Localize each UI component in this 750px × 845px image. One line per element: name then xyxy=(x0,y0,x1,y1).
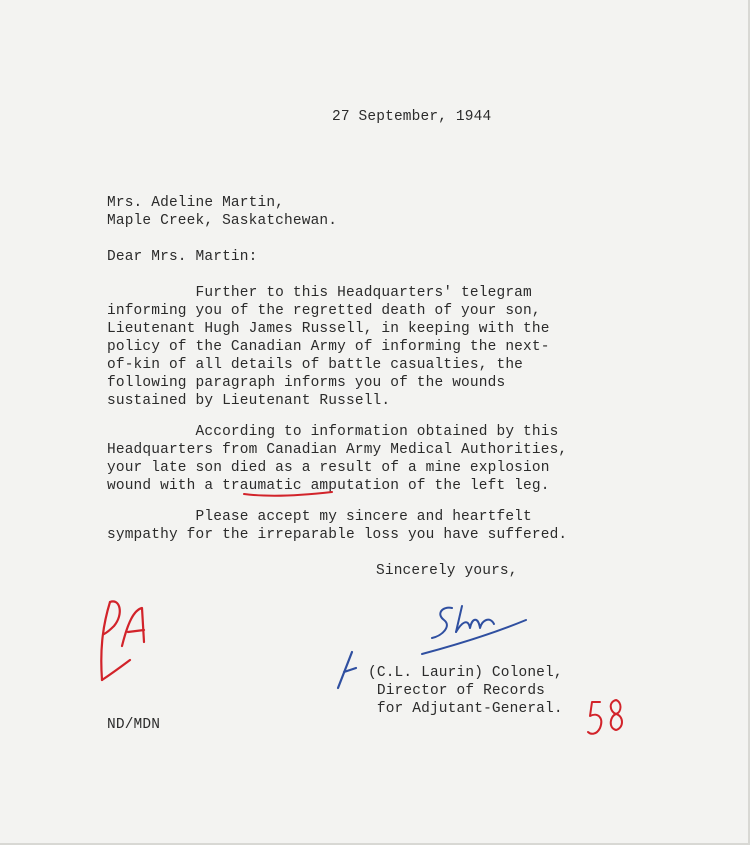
paragraph-line: of-kin of all details of battle casualties, the xyxy=(107,357,524,373)
paragraph-line: Please accept my sincere and heartfelt xyxy=(107,509,532,525)
signature-line: for Adjutant-General. xyxy=(368,701,563,717)
red-handwritten-mark xyxy=(94,592,150,688)
paragraph-line: wound with a traumatic amputation of the left leg. xyxy=(107,478,550,494)
paragraph-line: Lieutenant Hugh James Russell, in keeping with the xyxy=(107,321,550,337)
signature-line: (C.L. Laurin) Colonel, xyxy=(368,665,563,681)
signature-line: Director of Records xyxy=(368,683,546,699)
paragraph-line: sustained by Lieutenant Russell. xyxy=(107,393,391,409)
red-handwritten-number xyxy=(584,692,628,742)
paragraph-line: Further to this Headquarters' telegram xyxy=(107,285,532,301)
paragraph-line: informing you of the regretted death of your son, xyxy=(107,303,541,319)
paragraph-line: your late son died as a result of a mine explosion xyxy=(107,460,550,476)
blue-check-mark xyxy=(334,648,362,692)
closing: Sincerely yours, xyxy=(376,563,518,579)
handwritten-signature xyxy=(412,598,532,664)
recipient-location: Maple Creek, Saskatchewan. xyxy=(107,213,338,229)
reference-initials: ND/MDN xyxy=(107,717,161,733)
signature-block xyxy=(368,664,563,718)
paragraph-2 xyxy=(107,423,567,495)
recipient-address xyxy=(107,194,337,230)
paragraph-line: policy of the Canadian Army of informing the next- xyxy=(107,339,550,355)
paragraph-line: Headquarters from Canadian Army Medical Authorities, xyxy=(107,442,568,458)
letter-date: 27 September, 1944 xyxy=(332,109,492,125)
paragraph-line: sympathy for the irreparable loss you have suffered. xyxy=(107,527,568,543)
paragraph-line: following paragraph informs you of the wounds xyxy=(107,375,506,391)
paragraph-3 xyxy=(107,508,567,544)
paragraph-line: According to information obtained by this xyxy=(107,424,559,440)
recipient-name: Mrs. Adeline Martin, xyxy=(107,195,285,211)
salutation: Dear Mrs. Martin: xyxy=(107,249,258,265)
red-underline-annotation xyxy=(242,488,334,498)
paragraph-1 xyxy=(107,284,550,410)
